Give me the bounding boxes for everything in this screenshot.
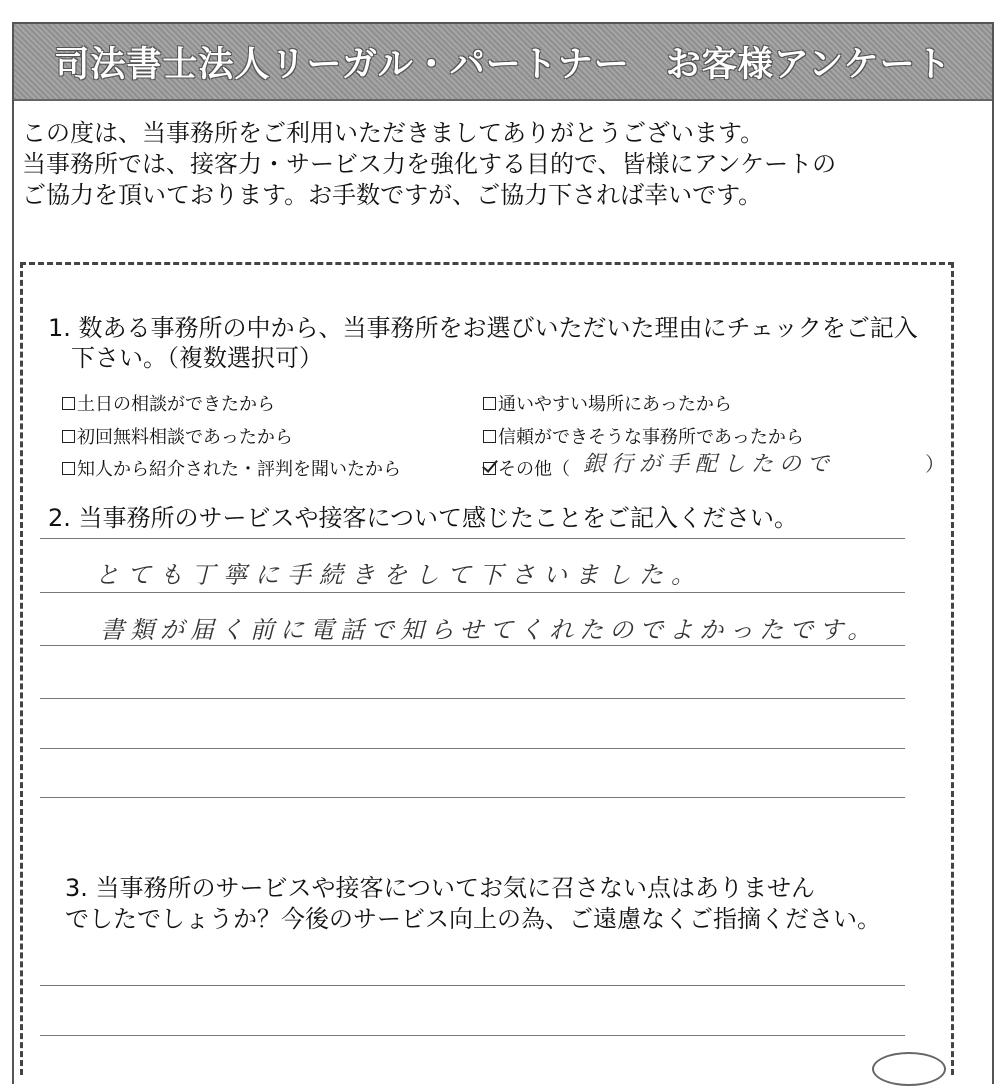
intro-line: ご協力を頂いております。お手数ですが、ご協力下されば幸いです。 [22, 181, 763, 209]
answer-line [40, 748, 905, 749]
answer-2-handwritten-line: 書類が届く前に電話で知らせてくれたのでよかったです。 [100, 616, 878, 644]
option-trustworthy-office[interactable] [483, 423, 804, 449]
option-convenient-location[interactable] [483, 390, 732, 416]
corner-stamp-outline [872, 1052, 946, 1086]
option-free-consultation[interactable] [62, 423, 293, 449]
checkbox[interactable] [62, 397, 75, 410]
title-bar [14, 24, 992, 101]
option-label: 知人から紹介された・評判を聞いたから [77, 459, 401, 480]
answer-line [40, 1035, 905, 1036]
option-other[interactable] [483, 455, 570, 481]
answer-2-handwritten-line: とても丁寧に手続きをして下さいました。 [95, 561, 703, 589]
option-label: その他（ [498, 459, 570, 480]
question-1-text: 1. 数ある事務所の中から、当事務所をお選びいただいた理由にチェックをご記入 [48, 314, 918, 342]
answer-line [40, 985, 905, 986]
answer-line [40, 592, 905, 593]
page-title: 司法書士法人リーガル・パートナー お客様アンケート [54, 44, 952, 85]
checkbox[interactable] [483, 430, 496, 443]
other-close-paren: ） [925, 452, 945, 476]
questions-box [20, 262, 954, 1075]
answer-line [40, 698, 905, 699]
checkbox[interactable] [483, 397, 496, 410]
answer-line [40, 797, 905, 798]
checkbox-checked[interactable] [483, 462, 496, 475]
intro-text [22, 118, 962, 211]
checkbox[interactable] [62, 462, 75, 475]
option-label: 初回無料相談であったから [77, 427, 293, 448]
option-label: 通いやすい場所にあったから [498, 394, 732, 415]
answer-line [40, 538, 905, 539]
option-label: 信頼ができそうな事務所であったから [498, 427, 804, 448]
question-3-text: 3. 当事務所のサービスや接客についてお気に召さない点はありません [65, 874, 816, 902]
option-referral[interactable] [62, 455, 401, 481]
other-answer-handwritten: 銀行が手配したので [583, 452, 836, 477]
answer-line [40, 645, 905, 646]
option-weekend-consultation[interactable] [62, 390, 275, 416]
question-3-subtext: でしたでしょうか？今後のサービス向上の為、ご遠慮なくご指摘ください。 [65, 905, 881, 933]
checkbox[interactable] [62, 430, 75, 443]
question-1-subtext: 下さい。（複数選択可） [71, 344, 323, 372]
intro-line: 当事務所では、接客力・サービス力を強化する目的で、皆様にアンケートの [22, 150, 837, 178]
question-2-text: 2. 当事務所のサービスや接客について感じたことをご記入ください。 [48, 504, 799, 532]
intro-line: この度は、当事務所をご利用いただきましてありがとうございます。 [22, 119, 765, 147]
option-label: 土日の相談ができたから [77, 394, 275, 415]
